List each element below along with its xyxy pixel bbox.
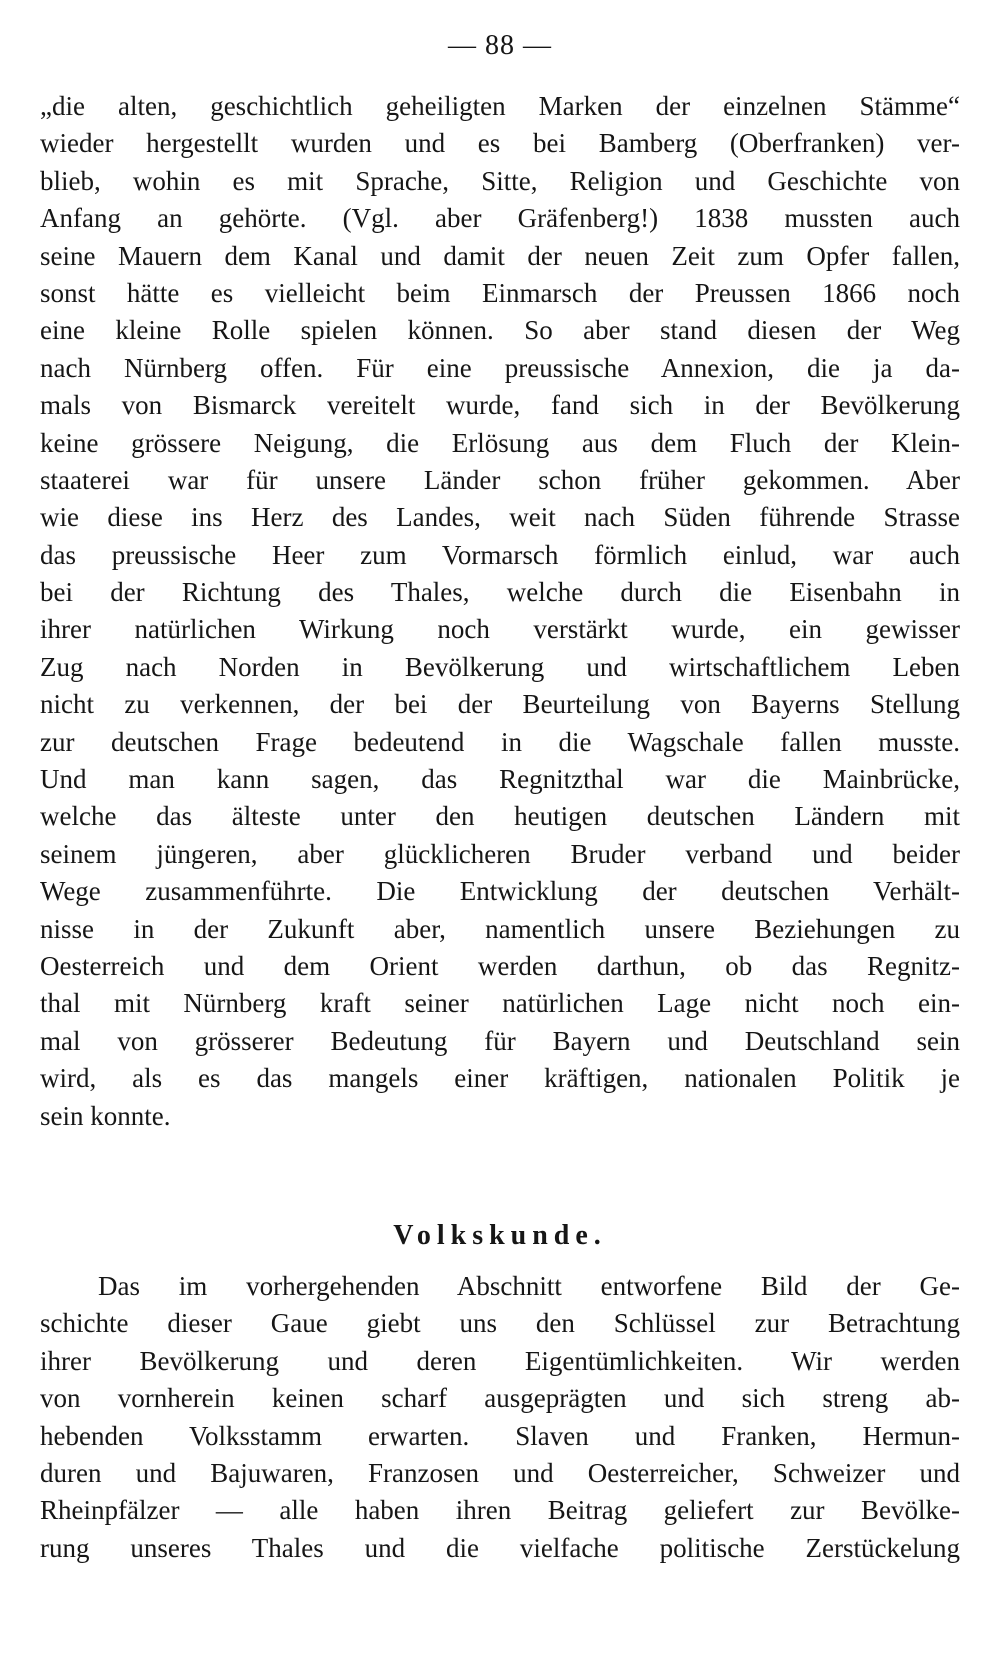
text-line: seinem jüngeren, aber glücklicheren Bruder verband und beider	[40, 838, 960, 869]
text-line: nisse in der Zukunft aber, namentlich unsere Beziehungen zu	[40, 913, 960, 944]
text-line: Das im vorhergehenden Abschnitt entworfene Bild der Ge-	[98, 1271, 960, 1301]
text-line: zur deutschen Frage bedeutend in die Wagschale fallen musste.	[40, 726, 960, 757]
text-line: blieb, wohin es mit Sprache, Sitte, Religion und Geschichte von	[40, 165, 960, 196]
text-line: nicht zu verkennen, der bei der Beurteilung von Bayerns Stellung	[40, 689, 960, 720]
text-line: Rheinpfälzer — alle haben ihren Beitrag geliefert zur Bevölke-	[40, 1495, 960, 1526]
text-line: seine Mauern dem Kanal und damit der neuen Zeit zum Opfer fallen,	[40, 240, 960, 271]
text-line: Oesterreich und dem Orient werden darthun, ob das Regnitz-	[40, 950, 960, 981]
text-line: Zug nach Norden in Bevölkerung und wirtschaftlichem Leben	[40, 651, 960, 682]
text-line: mal von grösserer Bedeutung für Bayern und Deutschland sein	[40, 1025, 960, 1056]
text-line: thal mit Nürnberg kraft seiner natürlichen Lage nicht noch ein-	[40, 988, 960, 1019]
text-line: von vornherein keinen scharf ausgeprägten und sich streng ab-	[40, 1383, 960, 1414]
text-line: hebenden Volksstamm erwarten. Slaven und Franken, Hermun-	[40, 1420, 960, 1451]
paragraph-one	[40, 88, 960, 1135]
text-line: bei der Richtung des Thales, welche durch die Eisenbahn in	[40, 577, 960, 608]
text-line: duren und Bajuwaren, Franzosen und Oesterreicher, Schweizer und	[40, 1457, 960, 1488]
text-line: nach Nürnberg offen. Für eine preussische Annexion, die ja da-	[40, 352, 960, 383]
text-line: mals von Bismarck vereitelt wurde, fand sich in der Bevölkerung	[40, 390, 960, 421]
text-line: Wege zusammenführte. Die Entwicklung der deutschen Verhält-	[40, 876, 960, 907]
text-line: Und man kann sagen, das Regnitzthal war die Mainbrücke,	[40, 764, 960, 795]
text-line: sein konnte.	[40, 1100, 171, 1131]
text-line: schichte dieser Gaue giebt uns den Schlüssel zur Betrachtung	[40, 1308, 960, 1339]
text-line: ihrer natürlichen Wirkung noch verstärkt wurde, ein gewisser	[40, 614, 960, 645]
text-line: eine kleine Rolle spielen können. So aber stand diesen der Weg	[40, 315, 960, 346]
text-line: welche das älteste unter den heutigen deutschen Ländern mit	[40, 801, 960, 832]
text-line: wird, als es das mangels einer kräftigen, nationalen Politik je	[40, 1063, 960, 1094]
text-line: wieder hergestellt wurden und es bei Bamberg (Oberfranken) ver-	[40, 128, 960, 159]
text-line: „die alten, geschichtlich geheiligten Marken der einzelnen Stämme“	[40, 91, 960, 121]
paragraph-two	[40, 1268, 960, 1567]
page-number: — 88 —	[448, 30, 552, 61]
text-line: Anfang an gehörte. (Vgl. aber Gräfenberg!) 1838 mussten auch	[40, 203, 960, 234]
text-line: ihrer Bevölkerung und deren Eigentümlichkeiten. Wir werden	[40, 1345, 960, 1376]
text-line: wie diese ins Herz des Landes, weit nach Süden führende Strasse	[40, 502, 960, 533]
text-line: staaterei war für unsere Länder schon früher gekommen. Aber	[40, 464, 960, 495]
text-line: rung unseres Thales und die vielfache politische Zerstückelung	[40, 1532, 960, 1563]
text-line: sonst hätte es vielleicht beim Einmarsch der Preussen 1866 noch	[40, 277, 960, 308]
section-heading: Volkskunde.	[393, 1220, 607, 1251]
text-line: das preussische Heer zum Vormarsch förmlich einlud, war auch	[40, 539, 960, 570]
text-line: keine grössere Neigung, die Erlösung aus dem Fluch der Klein-	[40, 427, 960, 458]
